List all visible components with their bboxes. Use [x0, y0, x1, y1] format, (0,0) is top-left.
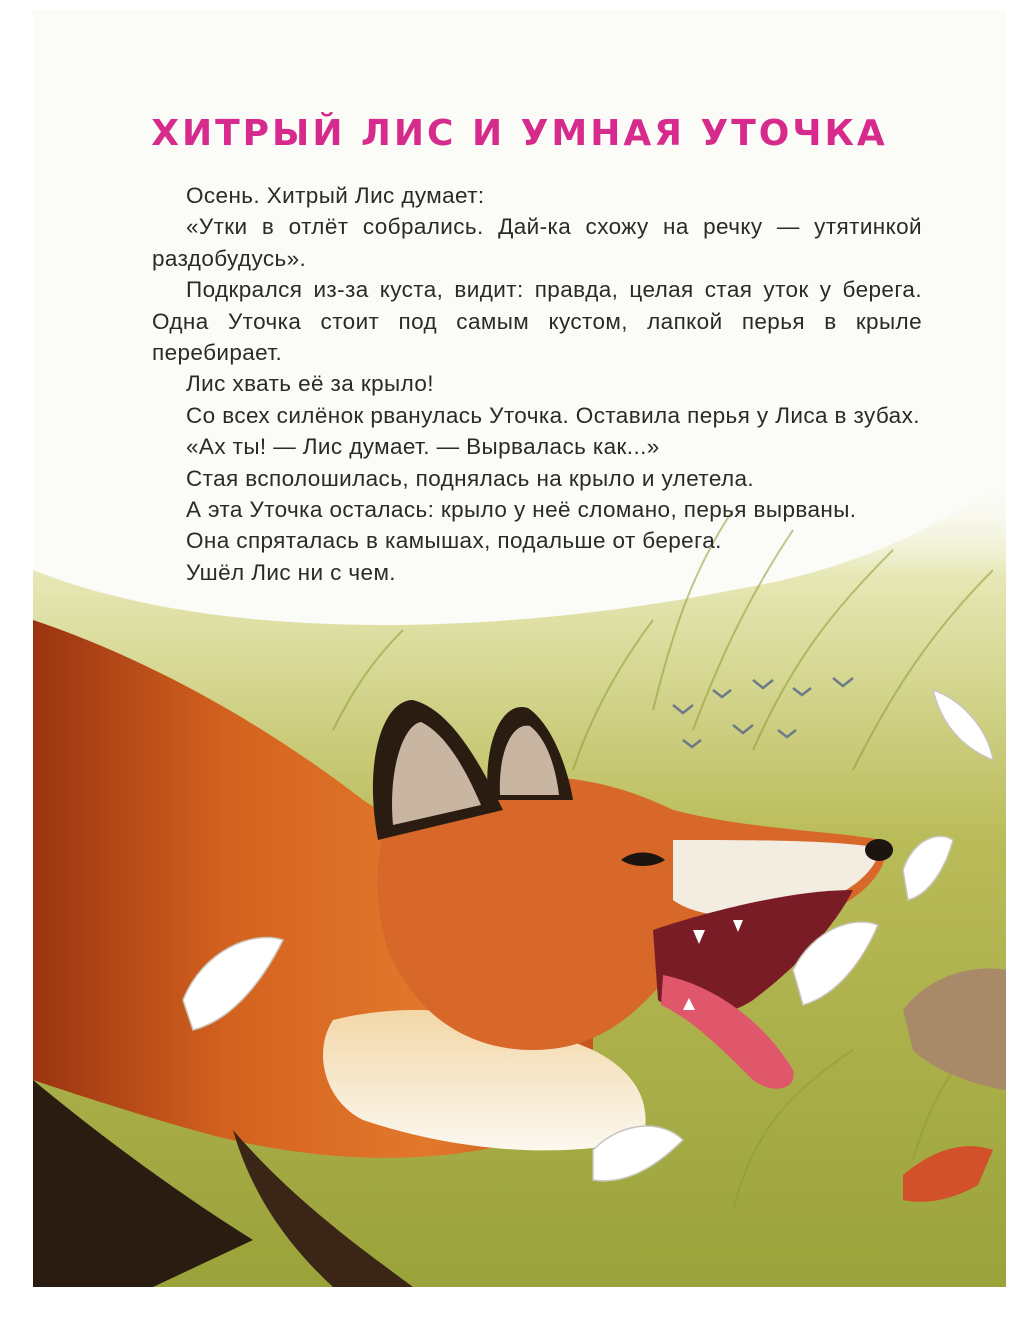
- story-paragraph: Подкрался из-за куста, видит: правда, целая стая уток у берега. Одна Уточка стоит под самым кустом, лапкой перья в крыле перебирает.: [152, 277, 922, 366]
- story-text: [152, 180, 922, 588]
- story-paragraph: Лис хвать её за крыло!: [186, 371, 434, 397]
- story-paragraph: Ушёл Лис ни с чем.: [186, 559, 396, 585]
- story-paragraph: А эта Уточка осталась: крыло у неё сломано, перья вырваны.: [186, 497, 857, 523]
- story-paragraph: Осень. Хитрый Лис думает:: [186, 183, 485, 208]
- story-paragraph: Она спряталась в камышах, подальше от берега.: [186, 528, 722, 554]
- story-paragraph: «Ах ты! — Лис думает. — Вырвалась как...»: [186, 434, 660, 460]
- story-paragraph: Со всех силёнок рванулась Уточка. Оставила перья у Лиса в зубах.: [186, 402, 920, 428]
- story-paragraph: «Утки в отлёт собрались. Дай-ка схожу на речку — утятинкой раздобудусь».: [152, 214, 922, 271]
- book-page: [33, 10, 1006, 1287]
- story-title: ХИТРЫЙ ЛИС И УМНАЯ УТОЧКА: [151, 113, 888, 154]
- story-paragraph: Стая всполошилась, поднялась на крыло и улетела.: [186, 465, 755, 491]
